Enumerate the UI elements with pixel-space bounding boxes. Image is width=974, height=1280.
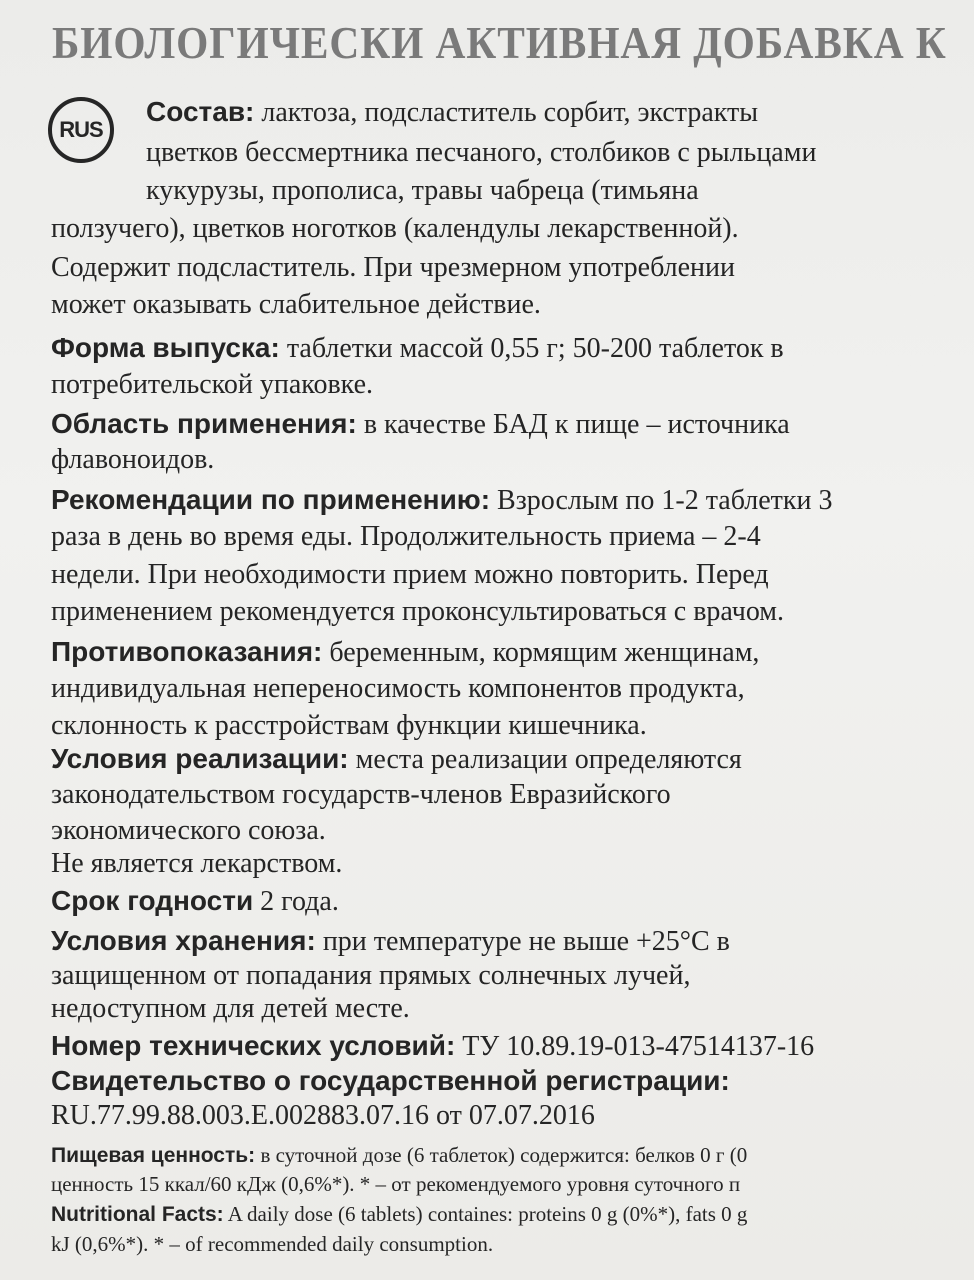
nutrition-ru-label: Пищевая ценность: [51,1144,256,1167]
shelf-line: Срок годности 2 года. [51,885,339,917]
sale-label: Условия реализации: [51,743,349,774]
contra-line-2: индивидуальная непереносимость компонентов продукта, [51,673,745,704]
contra-line-3: склонность к расстройствам функции кишечника. [51,710,647,741]
composition-line-2: цветков бессмертника песчаного, столбиков с рыльцами [146,137,817,168]
sale-line-3: экономического союза. [51,815,326,846]
nutrition-en-line-2: kJ (0,6%*). * – of recommended daily consumption. [51,1232,494,1256]
scope-label: Область применения: [51,408,357,439]
usage-label: Рекомендации по применению: [51,484,491,515]
tech-line: Номер технических условий: ТУ 10.89.19-013-47514137-16 [51,1030,815,1062]
nutrition-ru-line-2: ценность 15 ккал/60 кДж (0,6%*). * – от рекомендуемого уровня суточного п [51,1172,741,1196]
nutrition-ru-line-1: Пищевая ценность: в суточной дозе (6 таблеток) содержится: белков 0 г (0 [51,1143,748,1167]
storage-line-1: Условия хранения: при температуре не выше +25°С в [51,925,730,957]
contra-label: Противопоказания: [51,636,323,667]
composition-line-1: Состав: лактоза, подсластитель сорбит, экстракты [146,96,759,128]
usage-line-3: недели. При необходимости прием можно повторить. Перед [51,559,769,590]
usage-line-1: Рекомендации по применению: Взрослым по 1-2 таблетки 3 [51,484,833,516]
composition-line-6: может оказывать слабительное действие. [51,289,541,320]
usage-line-4: применением рекомендуется проконсультироваться с врачом. [51,596,785,627]
form-line-2: потребительской упаковке. [51,369,373,400]
registration-line-1 [51,1065,730,1098]
registration-line-2: RU.77.99.88.003.Е.002883.07.16 от 07.07.2016 [51,1100,595,1131]
form-line-1: Форма выпуска: таблетки массой 0,55 г; 50-200 таблеток в [51,332,784,364]
product-title: БИОЛОГИЧЕСКИ АКТИВНАЯ ДОБАВКА К [52,17,947,68]
composition-line-5: Содержит подсластитель. При чрезмерном употреблении [51,252,735,283]
storage-line-3: недоступном для детей месте. [51,993,410,1024]
shelf-label: Срок годности [51,885,254,916]
scope-line-1: Область применения: в качестве БАД к пище – источника [51,408,790,440]
usage-line-2: раза в день во время еды. Продолжительность приема – 2-4 [51,521,761,552]
composition-label: Состав: [146,96,255,127]
registration-label: Свидетельство о государственной регистрации: [51,1065,730,1096]
storage-line-2: защищенном от попадания прямых солнечных лучей, [51,960,691,991]
sale-line-2: законодательством государств-членов Евразийского [51,779,671,810]
form-label: Форма выпуска: [51,332,280,363]
nutrition-en-line-1: Nutritional Facts: A daily dose (6 tablets) containes: proteins 0 g (0%*), fats 0 g [51,1202,748,1226]
composition-line-3: кукурузы, прополиса, травы чабреца (тимьяна [146,175,699,206]
storage-label: Условия хранения: [51,925,316,956]
tech-label: Номер технических условий: [51,1030,456,1061]
not-drug-line: Не является лекарством. [51,848,343,879]
sale-line-1: Условия реализации: места реализации определяются [51,743,742,775]
nutrition-en-label: Nutritional Facts: [51,1203,224,1226]
composition-line-4: ползучего), цветков ноготков (календулы лекарственной). [51,213,739,244]
scope-line-2: флавоноидов. [51,444,215,475]
contra-line-1: Противопоказания: беременным, кормящим женщинам, [51,636,760,668]
rus-logo-icon: RUS [48,97,114,163]
